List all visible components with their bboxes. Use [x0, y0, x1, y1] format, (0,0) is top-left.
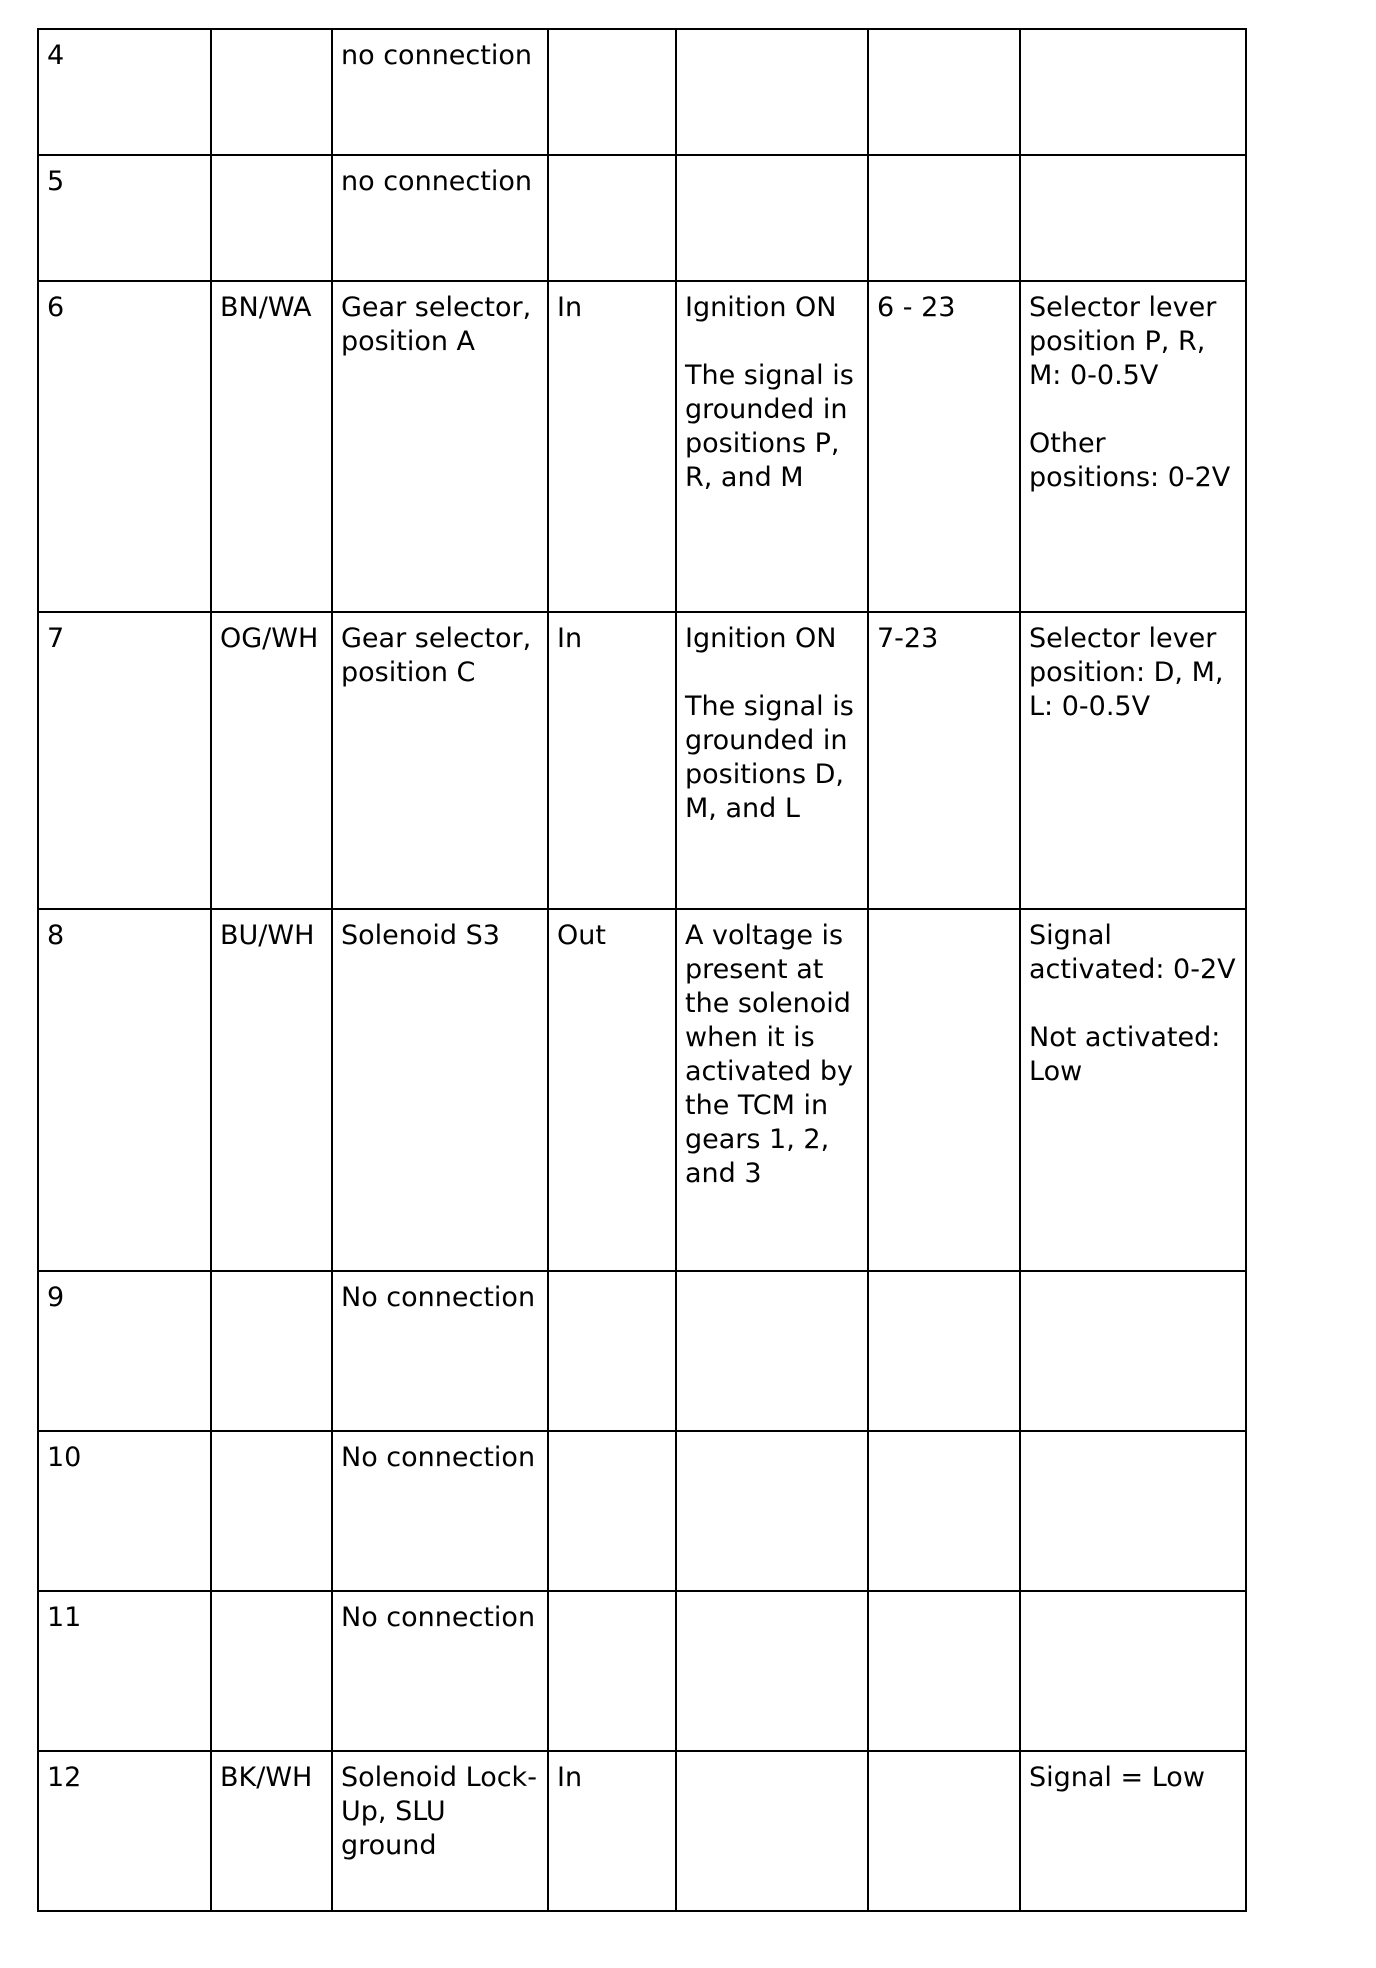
- table-row: [38, 29, 1246, 155]
- condition-text: The signal is grounded in positions D, M, and L: [685, 691, 854, 824]
- measure-reference: [868, 29, 1020, 155]
- pin-description: Solenoid Lock-Up, SLU ground: [332, 1751, 548, 1911]
- pin-description: No connection: [332, 1271, 548, 1431]
- test-condition: [676, 909, 868, 1271]
- expected-value: [1020, 29, 1246, 155]
- measure-reference: [868, 909, 1020, 1271]
- pin-description: no connection: [332, 29, 548, 155]
- signal-direction: [548, 1591, 676, 1751]
- wire-color: [211, 1271, 332, 1431]
- table-row: [38, 155, 1246, 281]
- value-text: Selector lever position: D, M, L: 0-0.5V: [1029, 623, 1224, 722]
- pin-number: 8: [38, 909, 211, 1271]
- signal-direction: [548, 1431, 676, 1591]
- wire-color: OG/WH: [211, 612, 332, 909]
- value-text: Other positions: 0-2V: [1029, 428, 1231, 493]
- pin-description: No connection: [332, 1591, 548, 1751]
- pin-number: 6: [38, 281, 211, 612]
- condition-text: A voltage is present at the solenoid when it is activated by the TCM in gears 1, 2, and 3: [685, 920, 854, 1189]
- table-row: [38, 1431, 1246, 1591]
- wire-color: [211, 1591, 332, 1751]
- test-condition: [676, 281, 868, 612]
- wire-color: BN/WA: [211, 281, 332, 612]
- table-row: [38, 612, 1246, 909]
- expected-value: [1020, 1271, 1246, 1431]
- value-text: Signal activated: 0-2V: [1029, 920, 1236, 985]
- pin-number: 5: [38, 155, 211, 281]
- signal-direction: [548, 1271, 676, 1431]
- pin-number: 7: [38, 612, 211, 909]
- pin-number: 10: [38, 1431, 211, 1591]
- pin-description: Gear selector, position A: [332, 281, 548, 612]
- condition-text: Ignition ON: [685, 623, 837, 654]
- pin-number: 11: [38, 1591, 211, 1751]
- measure-reference: 6 - 23: [868, 281, 1020, 612]
- test-condition: [676, 612, 868, 909]
- signal-direction: Out: [548, 909, 676, 1271]
- value-text: Selector lever position P, R, M: 0-0.5V: [1029, 292, 1217, 391]
- expected-value: [1020, 612, 1246, 909]
- test-condition: [676, 1271, 868, 1431]
- measure-reference: [868, 1591, 1020, 1751]
- table-row: [38, 1591, 1246, 1751]
- wire-color: BK/WH: [211, 1751, 332, 1911]
- pin-description: Gear selector, position C: [332, 612, 548, 909]
- signal-direction: In: [548, 281, 676, 612]
- pin-description: Solenoid S3: [332, 909, 548, 1271]
- expected-value: [1020, 1751, 1246, 1911]
- wire-color: [211, 29, 332, 155]
- test-condition: [676, 155, 868, 281]
- signal-direction: In: [548, 612, 676, 909]
- measure-reference: [868, 1431, 1020, 1591]
- expected-value: [1020, 1591, 1246, 1751]
- measure-reference: 7-23: [868, 612, 1020, 909]
- value-text: Not activated: Low: [1029, 1022, 1221, 1087]
- expected-value: [1020, 155, 1246, 281]
- test-condition: [676, 29, 868, 155]
- pin-description: No connection: [332, 1431, 548, 1591]
- condition-text: Ignition ON: [685, 292, 837, 323]
- pin-number: 4: [38, 29, 211, 155]
- table-row: [38, 909, 1246, 1271]
- expected-value: [1020, 1431, 1246, 1591]
- pin-number: 9: [38, 1271, 211, 1431]
- measure-reference: [868, 155, 1020, 281]
- pin-table: [37, 28, 1247, 1912]
- value-text: Signal = Low: [1029, 1762, 1205, 1793]
- wire-color: [211, 155, 332, 281]
- wire-color: BU/WH: [211, 909, 332, 1271]
- measure-reference: [868, 1271, 1020, 1431]
- signal-direction: [548, 29, 676, 155]
- signal-direction: [548, 155, 676, 281]
- measure-reference: [868, 1751, 1020, 1911]
- pin-number: 12: [38, 1751, 211, 1911]
- test-condition: [676, 1751, 868, 1911]
- wire-color: [211, 1431, 332, 1591]
- test-condition: [676, 1431, 868, 1591]
- expected-value: [1020, 281, 1246, 612]
- table-row: [38, 1271, 1246, 1431]
- test-condition: [676, 1591, 868, 1751]
- table-row: [38, 1751, 1246, 1911]
- table-row: [38, 281, 1246, 612]
- pin-description: no connection: [332, 155, 548, 281]
- condition-text: The signal is grounded in positions P, R, and M: [685, 360, 854, 493]
- signal-direction: In: [548, 1751, 676, 1911]
- expected-value: [1020, 909, 1246, 1271]
